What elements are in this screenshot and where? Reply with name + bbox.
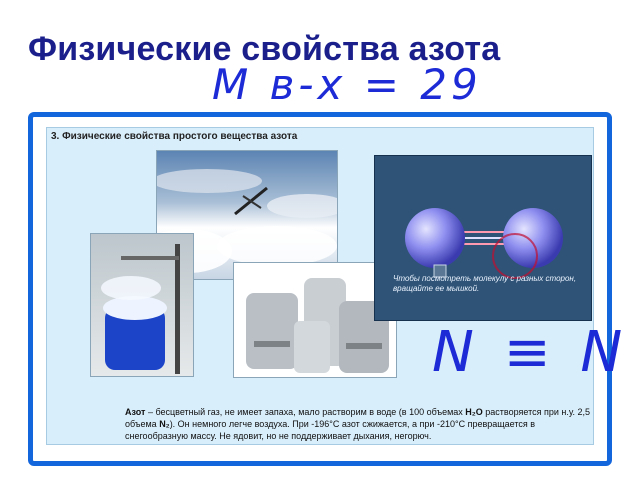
nitrogen-molecule-icon: [375, 156, 592, 321]
dewar-tanks: [234, 263, 397, 378]
molecule-viewer[interactable]: [374, 155, 592, 321]
handwritten-formula: N ≡ N: [432, 320, 629, 385]
formula-n2: N₂: [159, 419, 170, 429]
formula-water: H₂O: [465, 407, 483, 417]
description-text: [125, 406, 595, 442]
handwritten-molar-mass: M в-х = 29: [212, 60, 482, 109]
page-title: Физические свойства азота: [28, 30, 501, 68]
airplane-icon: [231, 184, 271, 218]
dewar-flask: [91, 234, 194, 377]
embedded-slide: [46, 127, 594, 445]
description-line1: – бесцветный газ, не имеет запаха, мало растворим в воде (в 100 объемах: [145, 407, 466, 417]
molecule-caption: Чтобы посмотреть молекулу с разных сторон, вращайте ее мышкой.: [393, 274, 577, 293]
description-line2: растворяется при н.у. 2,5 объема: [125, 407, 590, 429]
slide-heading: 3. Физические свойства простого вещества азота: [51, 131, 298, 142]
lab-photo: [90, 233, 194, 377]
description-term: Азот: [125, 407, 146, 417]
nitrogen-dewars-photo: [233, 262, 397, 378]
description-line3: ). Он немного легче воздуха. При -196°С азот сжижается, а при -210°С превращается в снегообразную массу. Не ядовит, но не поддерживает дыхания, негорюч.: [125, 419, 536, 441]
